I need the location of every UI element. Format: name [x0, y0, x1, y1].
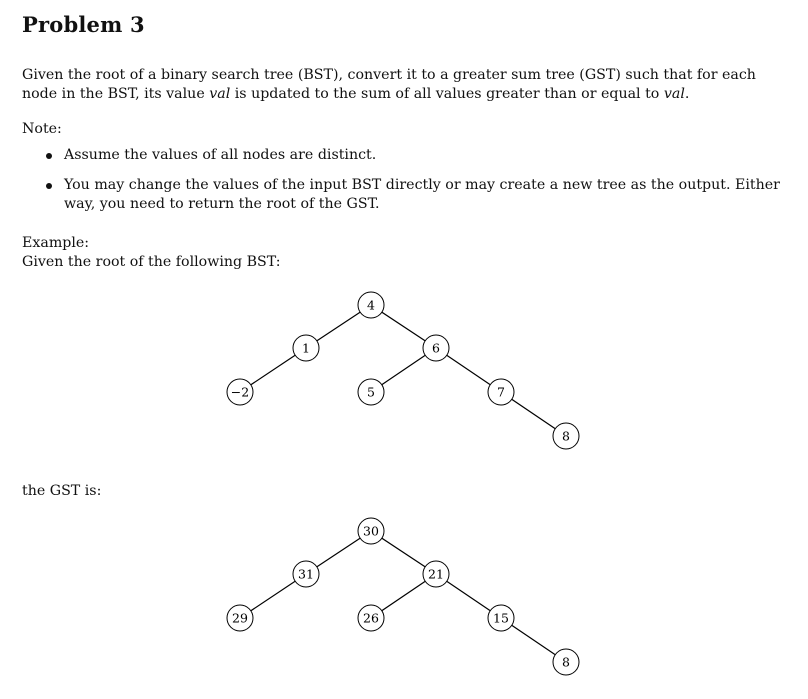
tree-node	[488, 605, 514, 631]
svg-text:1: 1	[302, 340, 310, 356]
example-label: Example:	[22, 235, 90, 251]
tree-node	[553, 649, 579, 675]
problem-description: Given the root of a binary search tree (BST), convert it to a greater sum tree (GST) such that for each node in the BST, its value val is updated to the sum of all values greater than or equal to val.	[22, 67, 756, 102]
tree-edges	[240, 305, 566, 436]
tree-node	[293, 335, 319, 361]
example-intro: Given the root of the following BST:	[22, 254, 281, 270]
tree-node	[488, 379, 514, 405]
tree-edges	[240, 531, 566, 662]
svg-text:4: 4	[367, 297, 375, 313]
tree-node	[423, 335, 449, 361]
svg-text:8: 8	[562, 654, 570, 670]
svg-text:6: 6	[432, 340, 440, 356]
tree-node	[358, 518, 384, 544]
bst-diagram	[0, 285, 808, 455]
tree-node	[553, 423, 579, 449]
tree-node	[358, 605, 384, 631]
tree-node	[358, 292, 384, 318]
note-label: Note:	[22, 121, 62, 137]
svg-text:30: 30	[363, 523, 379, 539]
tree-node	[293, 561, 319, 587]
example-text	[22, 234, 281, 272]
svg-text:7: 7	[497, 384, 505, 400]
bullet-icon	[46, 183, 52, 189]
gst-diagram	[0, 511, 808, 681]
svg-text:26: 26	[363, 610, 379, 626]
list-item: You may change the values of the input BST directly or may create a new tree as the output. Either way, you need to return the root of the GST.	[22, 176, 792, 214]
gst-label: the GST is:	[22, 483, 102, 499]
notes-list	[22, 146, 792, 225]
svg-text:31: 31	[298, 566, 314, 582]
svg-text:5: 5	[367, 384, 375, 400]
tree-node	[423, 561, 449, 587]
tree-node	[358, 379, 384, 405]
list-item: Assume the values of all nodes are distinct.	[22, 146, 792, 165]
problem-title: Problem 3	[22, 12, 145, 37]
svg-text:21: 21	[428, 566, 444, 582]
tree-node	[227, 379, 253, 405]
svg-text:8: 8	[562, 428, 570, 444]
svg-text:15: 15	[493, 610, 509, 626]
tree-node	[227, 605, 253, 631]
bullet-icon	[46, 153, 52, 159]
svg-text:29: 29	[232, 610, 248, 626]
svg-text:−2: −2	[230, 384, 250, 400]
